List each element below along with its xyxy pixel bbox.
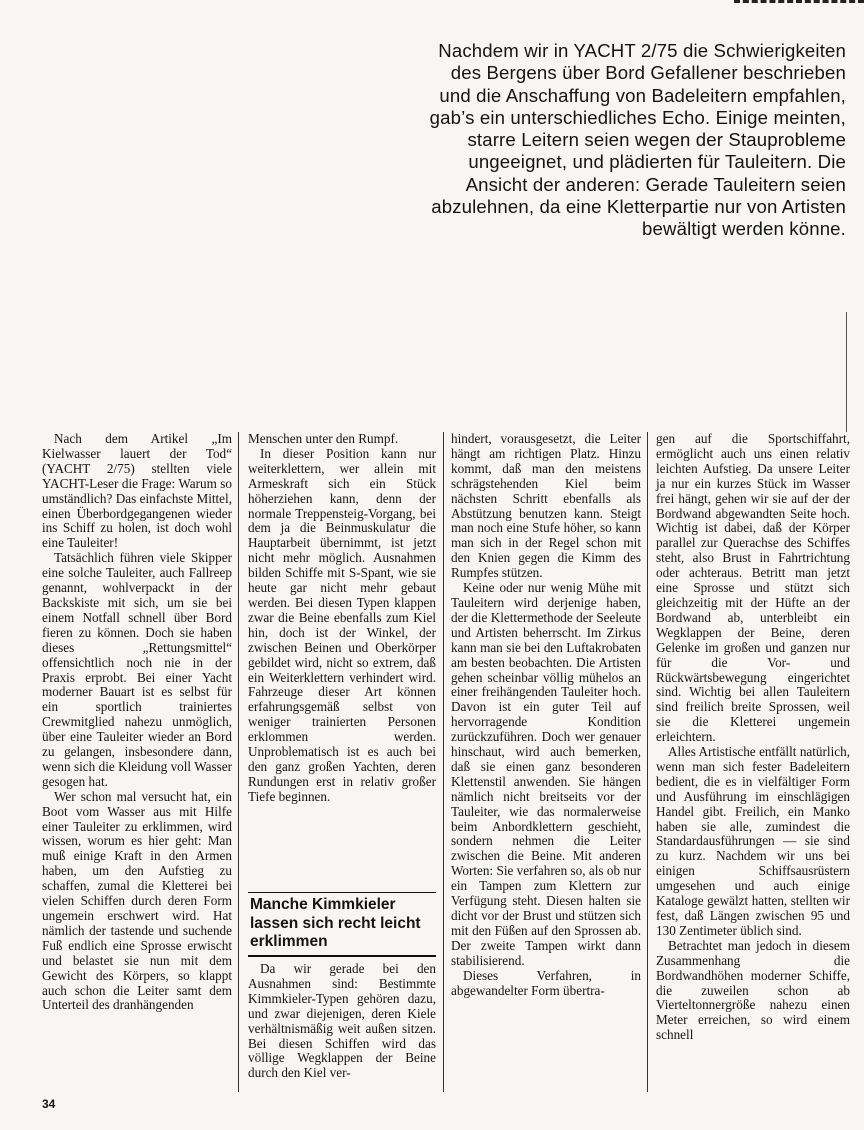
paragraph: Nach dem Artikel „Im Kielwasser lauert der Tod“ (YACHT 2/75) stellten viele YACHT-Leser die Frage: Warum so umständlich? Das einfachste Mittel, einen Überbordgegangenen wieder ins Schiff zu holen, ist doch wohl eine Tauleiter! [42,431,232,551]
column-divider [443,432,444,1092]
paragraph: In dieser Position kann nur weiterklettern, wer allein mit Armeskraft sich ein Stück höherziehen kann, denn der normale Treppensteig-Vorgang, bei dem ja die Beinmuskulatur die Hauptarbeit übernimmt, ist jetzt nicht mehr möglich. Ausnahmen bilden Schiffe mit S-Spant, wie sie heute gar nicht mehr gebaut werden. Bei diesen Typen klappen zwar die Beine ebenfalls zum Kiel hin, doch ist der Winkel, der zwischen Beinen und Oberkörper gebildet wird, nicht so extrem, daß ein Weiterklettern verhindert wird. Fahrzeuge dieser Art können erfahrungsgemäß selbst von weniger trainierten Personen erklommen werden. Unproblematisch ist es auch bei den ganz großen Yachten, deren Rundungen erst in relativ großer Tiefe beginnen. [248,445,436,804]
paragraph: Alles Artistische entfällt natürlich, wenn man sich fester Badeleitern bedient, die es in vielfältiger Form und Ausführung im einschlägigen Handel gibt. Freilich, ein Manko haben sie alle, zumindest die Standardausführungen — sie sind zu kurz. Nachdem wir uns bei einigen Schiffsausrüstern umgesehen und auch einige Kataloge gewälzt hatten, stellten wir fest, daß Längen zwischen 95 und 130 Zentimeter üblich sind. [656,744,850,938]
column-1 [42,432,232,1013]
paragraph: Dieses Verfahren, in abgewandelter Form übertra- [451,967,641,998]
paragraph: Betrachtet man jedoch in diesem Zusammenhang die Bordwandhöhen moderner Schiffe, die zuweilen schon ab Vierteltonnergröße nahezu einen Meter erreichen, so wird einem schnell [656,937,850,1043]
paragraph: Da wir gerade bei den Ausnahmen sind: Bestimmte Kimmkieler-Typen gehören dazu, und zwar diejenigen, deren Kiele verhältnismäßig weit außen sitzen. Bei diesen Schiffen wird das völlige Wegklappen der Beine durch den Kiel ver- [248,961,436,1081]
subheadline: Manche Kimmkieler lassen sich recht leicht erklimmen [250,896,421,951]
column-4 [656,432,850,1043]
intro-paragraph: Nachdem wir in YACHT 2/75 die Schwierigkeiten des Bergens über Bord Gefallener beschrieben und die Anschaffung von Badeleitern empfahlen, gab’s ein unterschiedliches Echo. Einige meinten, starre Leitern seien wegen der Stauprobleme ungeeignet, und plädierten für Tauleitern. Die Ansicht der anderen: Gerade Tauleitern seien abzulehnen, da eine Kletterpartie nur von Artisten bewältigt werden könne. [429,40,846,240]
paragraph: gen auf die Sportschiffahrt, ermöglicht auch uns einen relativ leichten Aufstieg. Da unsere Leiter ja nur ein kurzes Stück im Wasser frei hängt, gehen wir sie auf der der Bordwand abgewandten Seite hoch. Wichtig ist dabei, daß der Körper parallel zur Querachse des Schiffes steht, also Brust in Fahrtrichtung oder achteraus. Betritt man jetzt eine Sprosse und stützt sich gleichzeitig mit der Hüfte an der Bordwand ab, unterbleibt ein Wegklappen der Beine, deren Gelenke im großen und ganzen nur für die Vor- und Rückwärtsbewegung eingerichtet sind. Wichtig bei allen Tauleitern sind freilich breite Sprossen, weil sie die Kletterei ungemein erleichtern. [656,431,850,745]
headline-rule-bottom [248,955,436,957]
top-decorative-rule [734,0,864,3]
paragraph: Keine oder nur wenig Mühe mit Tauleitern wird derjenige haben, der die Klettermethode der Seeleute und Artisten beherrscht. Im Zirkus kann man sie bei den Luftakrobaten am besten beobachten. Die Artisten gehen scheinbar völlig mühelos an einer freihängenden Tauleiter hoch. Davon ist ein guter Teil auf hervorragende Kondition zurückzuführen. Doch wer genauer hinschaut, wird auch bemerken, daß sie einen ganz besonderen Klettenstil anwenden. Sie hängen nämlich nicht breitseits vor der Tauleiter, wie das normalerweise beim Anbordklettern geschieht, sondern nehmen die Leiter zwischen die Beine. Mit anderen Worten: Sie verfahren so, als ob nur ein Tampen zum Klettern zur Verfügung steht. Diesen halten sie dicht vor der Brust und stützen sich mit den Füßen auf den Sprossen ab. Der zweite Tampen wirkt dann stabilisierend. [451,580,641,968]
paragraph: Menschen unter den Rumpf. [248,431,399,446]
paragraph: Wer schon mal versucht hat, ein Boot vom Wasser aus mit Hilfe einer Tauleiter zu erklimmen, wird wissen, worum es hier geht: Man muß einige Kraft in den Armen haben, um den Aufstieg zu schaffen, zumal die Kletterei bei vielen Schiffen durch deren Form ungemein erschwert wird. Hat nämlich der tastende und suchende Fuß endlich eine Sprosse erwischt und belastet sie nun mit dem Gewicht des Körpers, so klappt auch schon die Leiter samt dem Unterteil des dranhängenden [42,788,232,1013]
column-2-lower [248,962,436,1081]
headline-rule-top [248,892,436,893]
page-number: 34 [42,1097,56,1111]
paragraph: Tatsächlich führen viele Skipper eine solche Tauleiter, auch Fallreep genannt, wohlverpackt in der Backskiste mit sich, um sie bei einem Notfall schnell über Bord fieren zu können. Doch sie haben dieses „Rettungsmittel“ offensichtlich noch nie in der Praxis erprobt. Bei einer Yacht moderner Bauart ist es selbst für ein sportlich trainiertes Crewmitglied nahezu unmöglich, über eine Tauleiter wieder an Bord zu gelangen, insbesondere dann, wenn sich die Kleidung voll Wasser gesogen hat. [42,550,232,789]
paragraph: hindert, vorausgesetzt, die Leiter hängt am richtigen Platz. Hinzu kommt, daß man den meistens schrägstehenden Kiel beim nächsten Schritt ebenfalls als Abstützung benutzen kann. Steigt man noch eine Stufe höher, so kann man sich in der Regel schon mit den Knien gegen die Kimm des Rumpfes stützen. [451,431,641,581]
column-2 [248,432,436,805]
column-divider [238,432,239,1092]
column-divider [647,432,648,1092]
column-3 [451,432,641,998]
side-rule [846,312,847,432]
